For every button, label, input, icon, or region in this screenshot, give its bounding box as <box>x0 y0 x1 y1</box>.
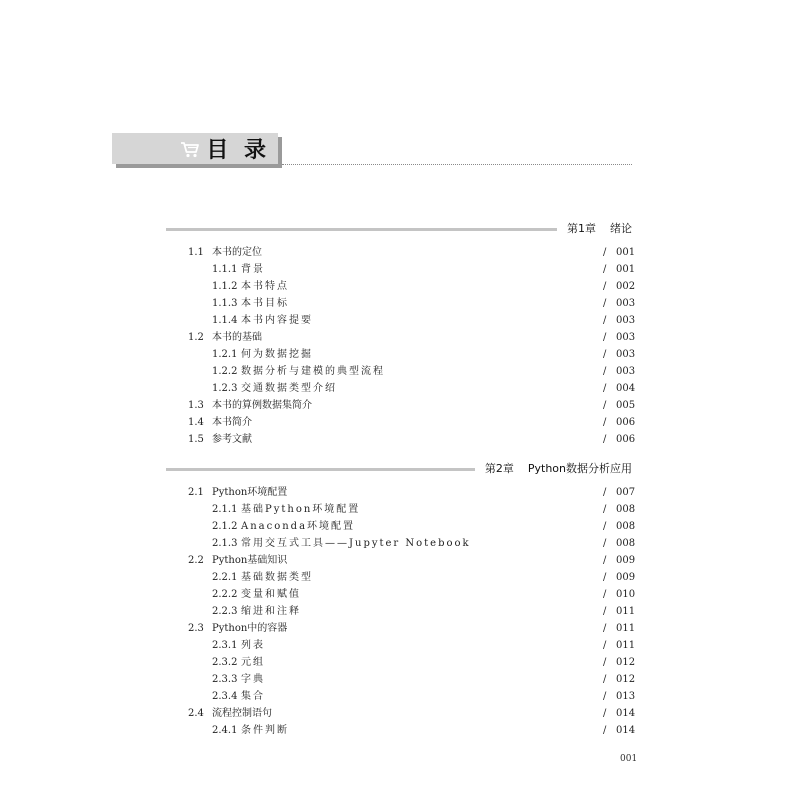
page-separator: / <box>603 332 607 343</box>
entry-number: 2.3.2 <box>212 657 238 668</box>
page-separator: / <box>603 298 607 309</box>
entry-title: 本书的算例数据集简介 <box>212 400 312 411</box>
chapter-title: 绪论 <box>610 222 632 235</box>
entry-number: 1.1.3 <box>212 298 238 309</box>
toc-entry[interactable] <box>0 330 800 346</box>
entry-page-number: 012 <box>616 657 636 668</box>
entry-number: 1.2.3 <box>212 383 238 394</box>
cart-icon <box>180 139 200 159</box>
page-separator: / <box>603 434 607 445</box>
toc-entry[interactable] <box>0 296 800 312</box>
entry-title: 元组 <box>241 657 265 668</box>
toc-entry[interactable] <box>0 570 800 586</box>
chapter-title: Python数据分析应用 <box>527 462 632 475</box>
entry-title: 背景 <box>241 264 265 275</box>
entry-page-number: 003 <box>616 332 636 343</box>
page-separator: / <box>603 417 607 428</box>
entry-page-number: 003 <box>616 298 636 309</box>
page-separator: / <box>603 315 607 326</box>
entry-title: 参考文献 <box>212 434 252 445</box>
entry-title: 列表 <box>241 640 265 651</box>
entry-number: 2.3.1 <box>212 640 238 651</box>
entry-number: 2.1.2 <box>212 521 238 532</box>
page-separator: / <box>603 400 607 411</box>
toc-entry[interactable] <box>0 706 800 722</box>
page-separator: / <box>603 383 607 394</box>
toc-entry[interactable] <box>0 689 800 705</box>
entry-title: 变量和赋值 <box>241 589 301 600</box>
page-separator: / <box>603 555 607 566</box>
entry-page-number: 011 <box>616 640 636 651</box>
toc-entry[interactable] <box>0 519 800 535</box>
page-separator: / <box>603 572 607 583</box>
entry-number: 1.1.2 <box>212 281 238 292</box>
entry-page-number: 004 <box>616 383 636 394</box>
entry-title: 本书目标 <box>241 298 289 309</box>
toc-entry[interactable] <box>0 347 800 363</box>
chapter-label <box>559 220 632 236</box>
entry-title: 字典 <box>241 674 265 685</box>
chapter-number: 第2章 <box>484 462 514 475</box>
page-title: 目 录 <box>206 138 270 163</box>
entry-number: 2.1.1 <box>212 504 238 515</box>
entry-title: 本书的基础 <box>212 332 262 343</box>
page-separator: / <box>603 247 607 258</box>
chapter-rule <box>166 468 475 471</box>
entry-page-number: 013 <box>616 691 636 702</box>
chapter-number: 第1章 <box>567 222 596 235</box>
entry-page-number: 008 <box>616 538 636 549</box>
entry-title: 常用交互式工具——Jupyter Notebook <box>241 538 471 549</box>
entry-number: 1.2.1 <box>212 349 238 360</box>
toc-entry[interactable] <box>0 398 800 414</box>
entry-page-number: 007 <box>616 487 636 498</box>
entry-page-number: 005 <box>616 400 636 411</box>
entry-number: 1.3 <box>188 400 204 411</box>
entry-number: 2.1.3 <box>212 538 238 549</box>
entry-number: 1.1.1 <box>212 264 238 275</box>
entry-page-number: 009 <box>616 555 636 566</box>
entry-number: 2.3.3 <box>212 674 238 685</box>
entry-page-number: 010 <box>616 589 636 600</box>
page-separator: / <box>603 606 607 617</box>
entry-number: 2.2.3 <box>212 606 238 617</box>
entry-title: 集合 <box>241 691 265 702</box>
entry-number: 2.2.1 <box>212 572 238 583</box>
entry-title: Python基础知识 <box>212 555 288 566</box>
entry-page-number: 006 <box>616 434 636 445</box>
entry-title: 何为数据挖掘 <box>241 349 313 360</box>
entry-page-number: 011 <box>616 606 636 617</box>
entry-page-number: 003 <box>616 366 636 377</box>
entry-title: 基础Python环境配置 <box>241 504 361 515</box>
entry-title: 本书内容提要 <box>241 315 313 326</box>
toc-entry[interactable] <box>0 262 800 278</box>
page-separator: / <box>603 589 607 600</box>
entry-number: 2.3 <box>188 623 204 634</box>
page-number: 001 <box>620 754 638 764</box>
toc-entry[interactable] <box>0 638 800 654</box>
entry-title: 缩进和注释 <box>241 606 301 617</box>
header-divider <box>282 164 632 165</box>
entry-page-number: 011 <box>616 623 636 634</box>
page-separator: / <box>603 504 607 515</box>
toc-entry[interactable] <box>0 381 800 397</box>
page-separator: / <box>603 521 607 532</box>
entry-number: 1.4 <box>188 417 204 428</box>
chapter-label <box>477 460 632 476</box>
toc-entry[interactable] <box>0 364 800 380</box>
page-separator: / <box>603 366 607 377</box>
toc-entry[interactable] <box>0 432 800 448</box>
page-separator: / <box>603 708 607 719</box>
toc-entry[interactable] <box>0 621 800 637</box>
entry-page-number: 003 <box>616 315 636 326</box>
entry-title: 交通数据类型介绍 <box>241 383 337 394</box>
entry-number: 2.3.4 <box>212 691 238 702</box>
entry-number: 2.4.1 <box>212 725 238 736</box>
entry-page-number: 006 <box>616 417 636 428</box>
page-separator: / <box>603 674 607 685</box>
entry-number: 2.1 <box>188 487 204 498</box>
entry-title: Anaconda环境配置 <box>241 521 356 532</box>
toc-entry[interactable] <box>0 604 800 620</box>
toc-entry[interactable] <box>0 313 800 329</box>
toc-entry[interactable] <box>0 502 800 518</box>
toc-entry[interactable] <box>0 485 800 501</box>
page-separator: / <box>603 640 607 651</box>
toc-entry[interactable] <box>0 279 800 295</box>
entry-title: 本书特点 <box>241 281 289 292</box>
page-separator: / <box>603 725 607 736</box>
entry-number: 2.2.2 <box>212 589 238 600</box>
entry-number: 2.2 <box>188 555 204 566</box>
page-separator: / <box>603 487 607 498</box>
chapter-rule <box>166 228 557 231</box>
entry-title: 流程控制语句 <box>212 708 272 719</box>
page-separator: / <box>603 623 607 634</box>
toc-entry[interactable] <box>0 536 800 552</box>
entry-page-number: 012 <box>616 674 636 685</box>
entry-number: 1.2 <box>188 332 204 343</box>
entry-number: 1.1 <box>188 247 204 258</box>
entry-page-number: 008 <box>616 504 636 515</box>
entry-page-number: 002 <box>616 281 636 292</box>
entry-title: 数据分析与建模的典型流程 <box>241 366 385 377</box>
page-separator: / <box>603 657 607 668</box>
entry-page-number: 014 <box>616 725 636 736</box>
toc-entry[interactable] <box>0 672 800 688</box>
entry-title: Python中的容器 <box>212 623 288 634</box>
entry-title: 本书的定位 <box>212 247 262 258</box>
toc-entry[interactable] <box>0 655 800 671</box>
entry-number: 1.1.4 <box>212 315 238 326</box>
entry-title: 基础数据类型 <box>241 572 313 583</box>
entry-title: 本书简介 <box>212 417 252 428</box>
toc-entry[interactable] <box>0 587 800 603</box>
toc-entry[interactable] <box>0 245 800 261</box>
entry-page-number: 001 <box>616 247 636 258</box>
page-separator: / <box>603 538 607 549</box>
toc-entry[interactable] <box>0 553 800 569</box>
entry-page-number: 008 <box>616 521 636 532</box>
entry-title: Python环境配置 <box>212 487 288 498</box>
page-separator: / <box>603 691 607 702</box>
toc-entry[interactable] <box>0 415 800 431</box>
entry-page-number: 003 <box>616 349 636 360</box>
chapter-heading <box>166 460 632 476</box>
toc-entry[interactable] <box>0 723 800 739</box>
page-separator: / <box>603 349 607 360</box>
page-separator: / <box>603 281 607 292</box>
entry-page-number: 001 <box>616 264 636 275</box>
entry-number: 2.4 <box>188 708 204 719</box>
entry-title: 条件判断 <box>241 725 289 736</box>
page-separator: / <box>603 264 607 275</box>
entry-number: 1.5 <box>188 434 204 445</box>
entry-number: 1.2.2 <box>212 366 238 377</box>
entry-page-number: 009 <box>616 572 636 583</box>
entry-page-number: 014 <box>616 708 636 719</box>
toc-header-banner <box>112 133 278 164</box>
chapter-heading <box>166 220 632 236</box>
